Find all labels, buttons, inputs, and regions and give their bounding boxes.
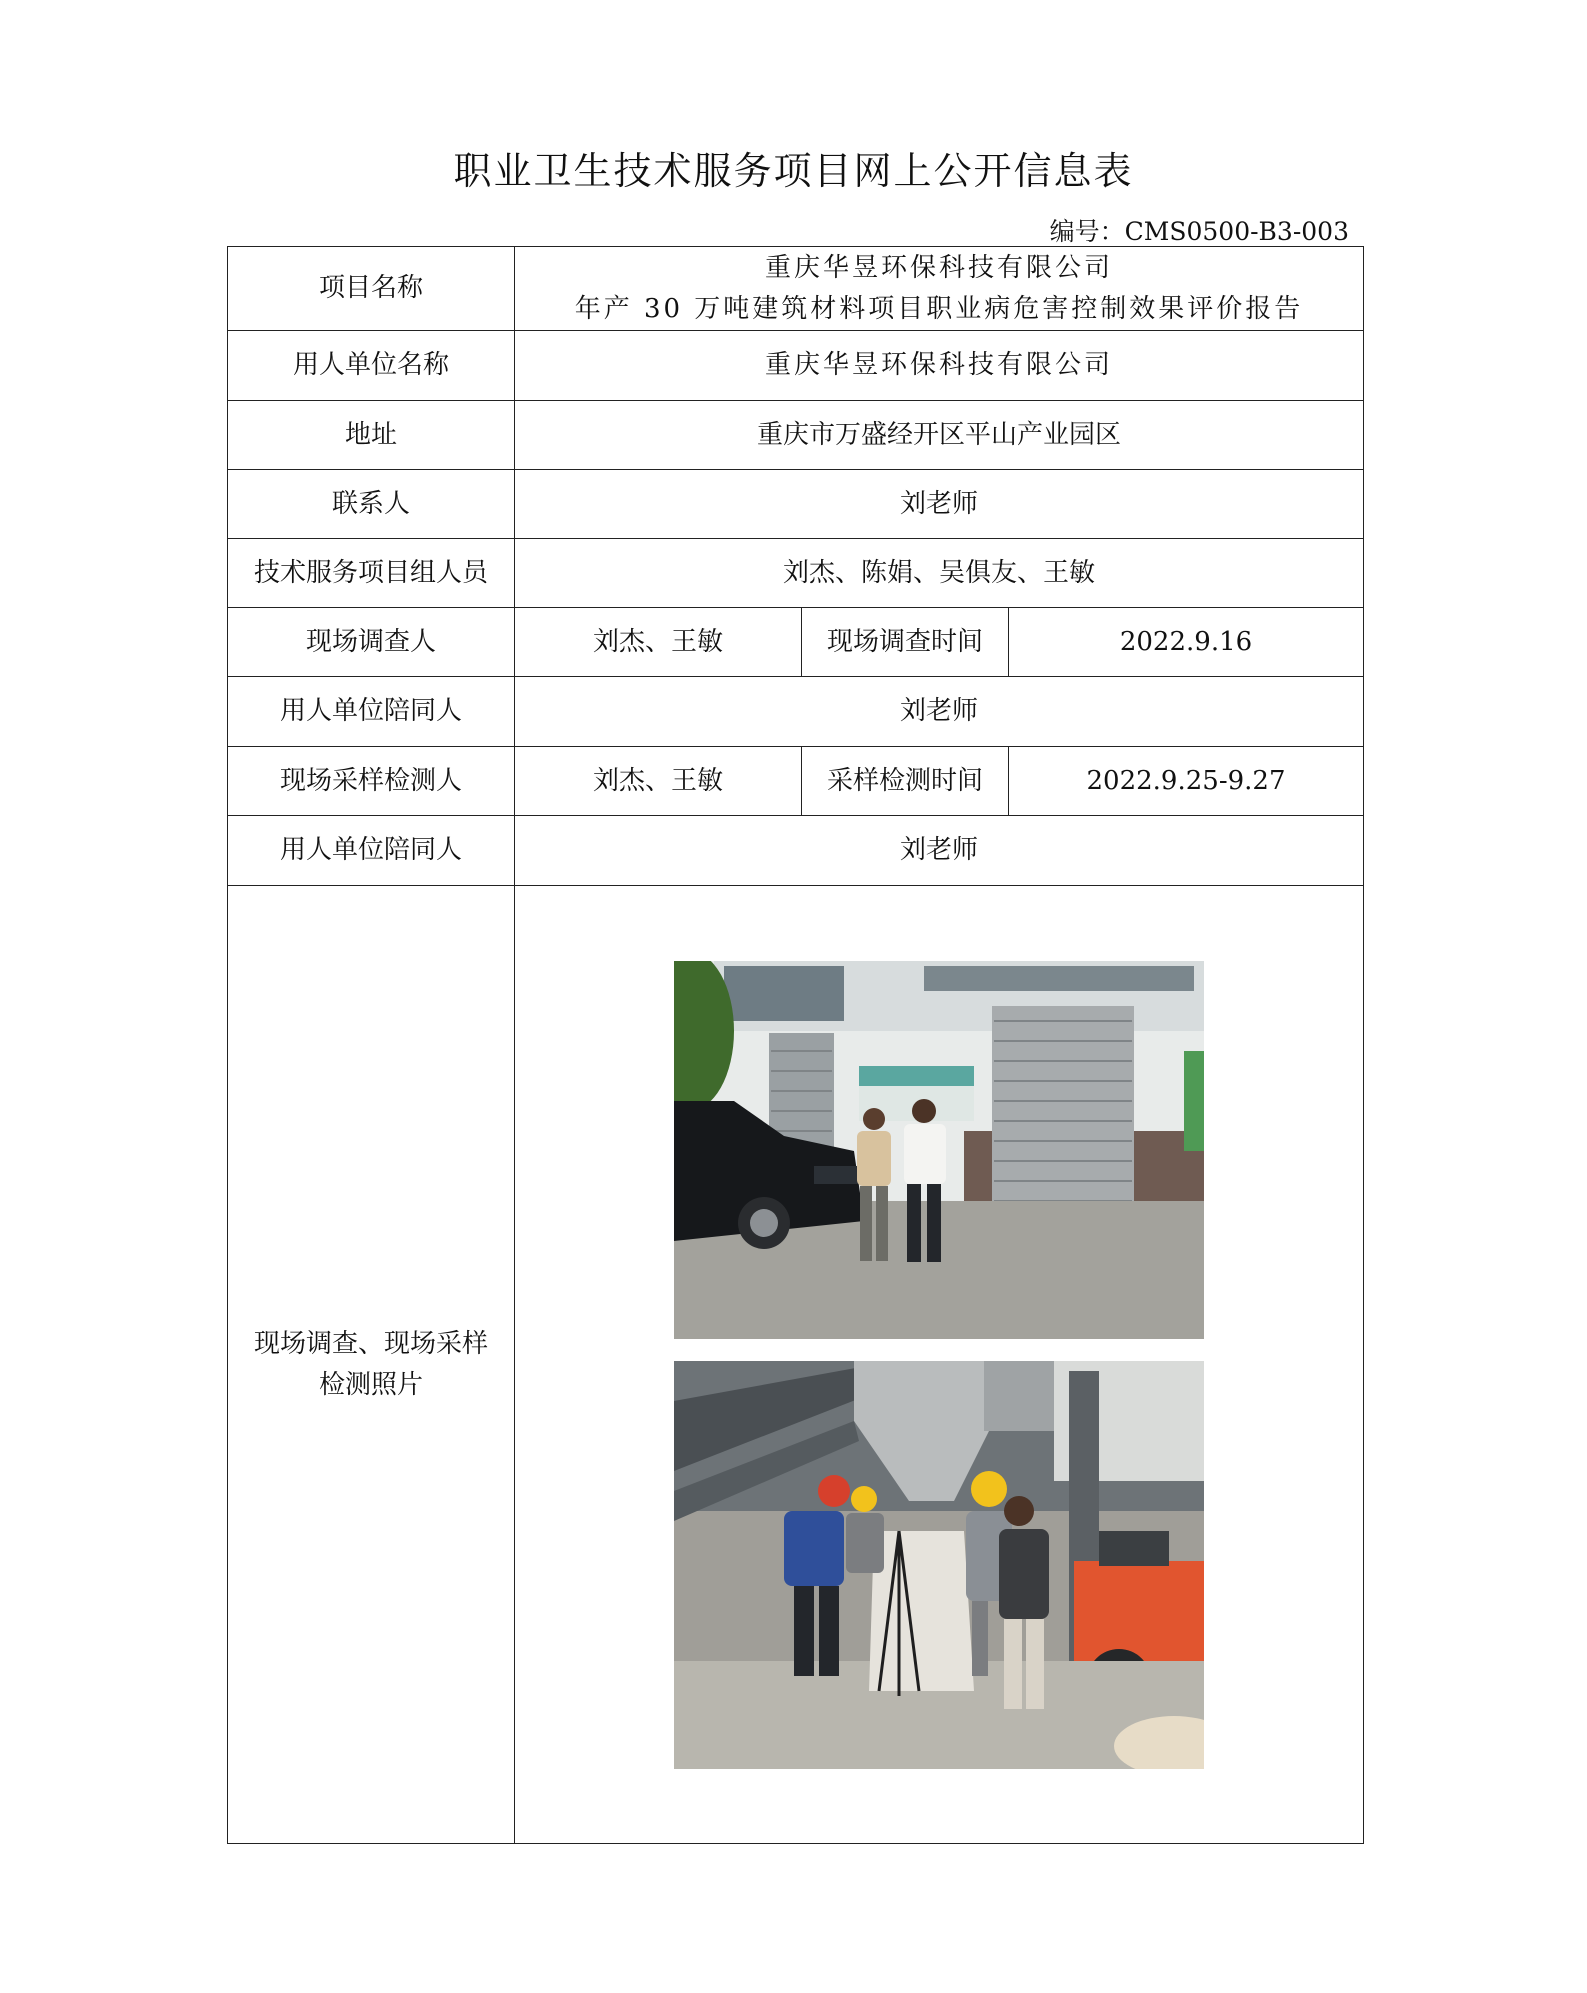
label-project-name: 项目名称 [228, 247, 515, 331]
label-employer: 用人单位名称 [228, 331, 515, 401]
label-sampling-escort: 用人单位陪同人 [228, 816, 515, 886]
page-title: 职业卫生技术服务项目网上公开信息表 [453, 149, 1134, 193]
row-sampling [228, 747, 1364, 816]
label-survey-time: 现场调查时间 [802, 608, 1009, 677]
site-survey-illustration [674, 961, 1204, 1339]
row-survey [228, 608, 1364, 677]
label-sampling: 现场采样检测人 [228, 747, 515, 816]
value-contact: 刘老师 [515, 470, 1364, 539]
value-address: 重庆市万盛经开区平山产业园区 [515, 401, 1364, 470]
label-photos [228, 886, 515, 1844]
value-survey: 刘杰、王敏 [515, 608, 802, 677]
row-contact [228, 470, 1364, 539]
project-name-line2: 年产 30 万吨建筑材料项目职业病危害控制效果评价报告 [574, 293, 1304, 324]
value-sampling-escort: 刘老师 [515, 816, 1364, 886]
row-project-name [228, 247, 1364, 331]
info-table [227, 246, 1364, 1844]
photos-label-line2: 检测照片 [318, 1369, 423, 1400]
sampling-illustration [674, 1361, 1204, 1769]
value-survey-escort: 刘老师 [515, 677, 1364, 747]
photos-label-line1: 现场调查、现场采样 [253, 1329, 488, 1360]
site-survey-photo [674, 961, 1204, 1339]
value-employer: 重庆华昱环保科技有限公司 [515, 331, 1364, 401]
label-sampling-time: 采样检测时间 [802, 747, 1009, 816]
label-survey-escort: 用人单位陪同人 [228, 677, 515, 747]
project-name-line1: 重庆华昱环保科技有限公司 [765, 253, 1114, 284]
row-photos [228, 886, 1364, 1844]
row-sampling-escort [228, 816, 1364, 886]
photos-cell [515, 886, 1364, 1844]
label-survey: 现场调查人 [228, 608, 515, 677]
row-employer [228, 331, 1364, 401]
value-project-name [515, 247, 1364, 331]
document-number: 编号：CMS0500-B3-003 [1049, 217, 1349, 246]
value-survey-time: 2022.9.16 [1009, 608, 1364, 677]
sampling-photo [674, 1361, 1204, 1769]
row-address [228, 401, 1364, 470]
value-sampling: 刘杰、王敏 [515, 747, 802, 816]
photo-group [521, 961, 1357, 1769]
label-address: 地址 [228, 401, 515, 470]
row-survey-escort [228, 677, 1364, 747]
label-team: 技术服务项目组人员 [228, 539, 515, 608]
value-team: 刘杰、陈娟、吴俱友、王敏 [515, 539, 1364, 608]
label-contact: 联系人 [228, 470, 515, 539]
value-sampling-time: 2022.9.25-9.27 [1009, 747, 1364, 816]
row-team [228, 539, 1364, 608]
